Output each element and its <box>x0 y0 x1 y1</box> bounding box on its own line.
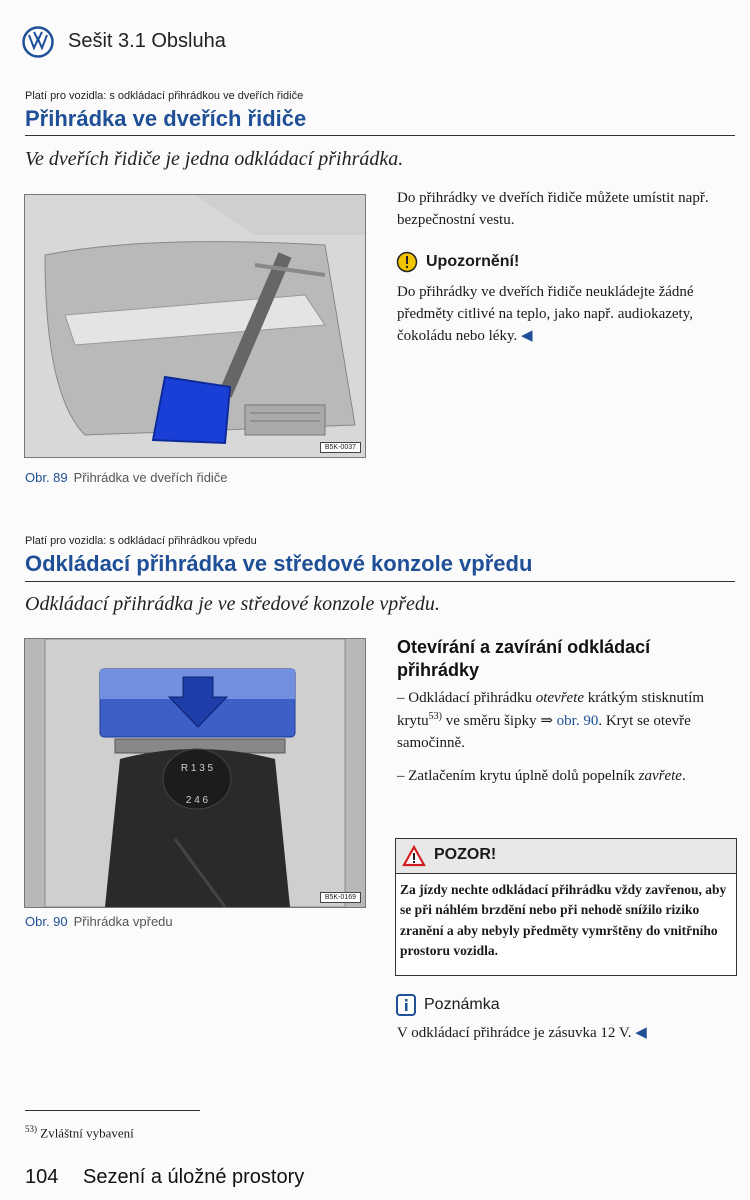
notice-icon <box>396 251 418 273</box>
header-title: Sešit 3.1 Obsluha <box>68 30 226 52</box>
step-1 <box>397 688 732 754</box>
end-marker-icon: ◀ <box>521 327 533 344</box>
footnote-ref: 53) <box>428 710 443 722</box>
footnote-mark: 53) <box>25 1124 37 1134</box>
caption-number: Obr. 90 <box>25 914 68 929</box>
end-marker-icon: ◀ <box>635 1025 647 1041</box>
vw-logo-icon <box>22 26 54 58</box>
warning-text: Za jízdy nechte odkládací přihrádku vždy zavřenou, aby se při náhlém brzdění nebo při nehodě snížilo riziko zranění a aby nebyly předměty vymrštěny do vnitřního prostoru vozidla. <box>400 882 727 958</box>
body-text-door: Do přihrádky ve dveřích řidiče můžete umístit např. bezpečnostní vestu. <box>397 190 709 228</box>
step1-text-a: Odkládací přihrádku <box>408 690 532 706</box>
figure-code: B5K-0037 <box>320 442 361 453</box>
step2-text-c: . <box>681 768 686 784</box>
notice-text <box>397 282 742 347</box>
figure-89 <box>24 194 366 458</box>
footnote-text: Zvláštní vybavení <box>40 1125 134 1141</box>
applies-to-1: Platí pro vozidla: s odkládací přihrádkou ve dveřích řidiče <box>25 90 304 102</box>
step2-close: zavřete <box>638 768 682 784</box>
warning-heading: POZOR! <box>434 846 497 863</box>
footer-title: Sezení a úložné prostory <box>83 1166 305 1188</box>
step1-text-e: . Kryt se otevře samočinně. <box>397 712 691 751</box>
console-illustration <box>25 639 365 907</box>
figure-link[interactable]: obr. 90 <box>556 712 599 729</box>
figure-caption-90 <box>25 914 173 929</box>
note-heading: Poznámka <box>424 996 500 1013</box>
footnote-rule <box>25 1110 200 1111</box>
caption-text: Přihrádka ve dveřích řidiče <box>73 470 228 485</box>
section-rule-1 <box>25 135 735 136</box>
lead-2: Odkládací přihrádka je ve středové konzole vpředu. <box>25 593 440 615</box>
caption-text: Přihrádka vpředu <box>73 914 173 929</box>
info-icon <box>396 994 416 1016</box>
footnote <box>25 1124 134 1141</box>
section-rule-2 <box>25 581 735 582</box>
step-2 <box>397 766 732 788</box>
figure-caption-89 <box>25 470 228 485</box>
gear-top-label: R 1 3 5 <box>180 763 214 774</box>
notice-text-content: Do přihrádky ve dveřích řidiče neukládejte žádné předměty citlivé na teplo, jako např. audiokazety, čokoládu nebo léky. <box>397 284 694 344</box>
section-title-2: Odkládací přihrádka ve středové konzole vpředu <box>25 551 533 576</box>
step-dash: – <box>397 768 405 784</box>
step1-open: otevřete <box>535 690 585 706</box>
caption-number: Obr. 89 <box>25 470 68 485</box>
gear-bottom-label: 2 4 6 <box>185 795 209 806</box>
notice-heading: Upozornění! <box>426 253 520 270</box>
note-text <box>397 1023 737 1045</box>
step2-text-a: Zatlačením krytu úplně dolů popelník <box>408 768 635 784</box>
lead-1: Ve dveřích řidiče je jedna odkládací přihrádka. <box>25 148 404 170</box>
reference-arrow-icon: ⇒ <box>540 712 553 729</box>
figure-90 <box>24 638 366 908</box>
warning-box <box>395 838 737 976</box>
note-text-content: V odkládací přihrádce je zásuvka 12 V. <box>397 1025 632 1041</box>
subheading-open-close: Otevírání a zavírání odkládací přihrádky <box>397 637 651 681</box>
step1-text-d: ve směru šipky <box>445 712 537 729</box>
section-title-1: Přihrádka ve dveřích řidiče <box>25 106 307 131</box>
door-illustration <box>25 195 365 457</box>
step1-text-c: krátkým stisknutím krytu <box>397 690 705 729</box>
figure-code: B5K-0169 <box>320 892 361 903</box>
warning-header <box>396 839 736 874</box>
page-number: 104 <box>25 1166 59 1188</box>
applies-to-2: Platí pro vozidla: s odkládací přihrádkou vpředu <box>25 535 257 547</box>
warning-triangle-icon <box>402 845 426 867</box>
step-dash: – <box>397 690 405 706</box>
